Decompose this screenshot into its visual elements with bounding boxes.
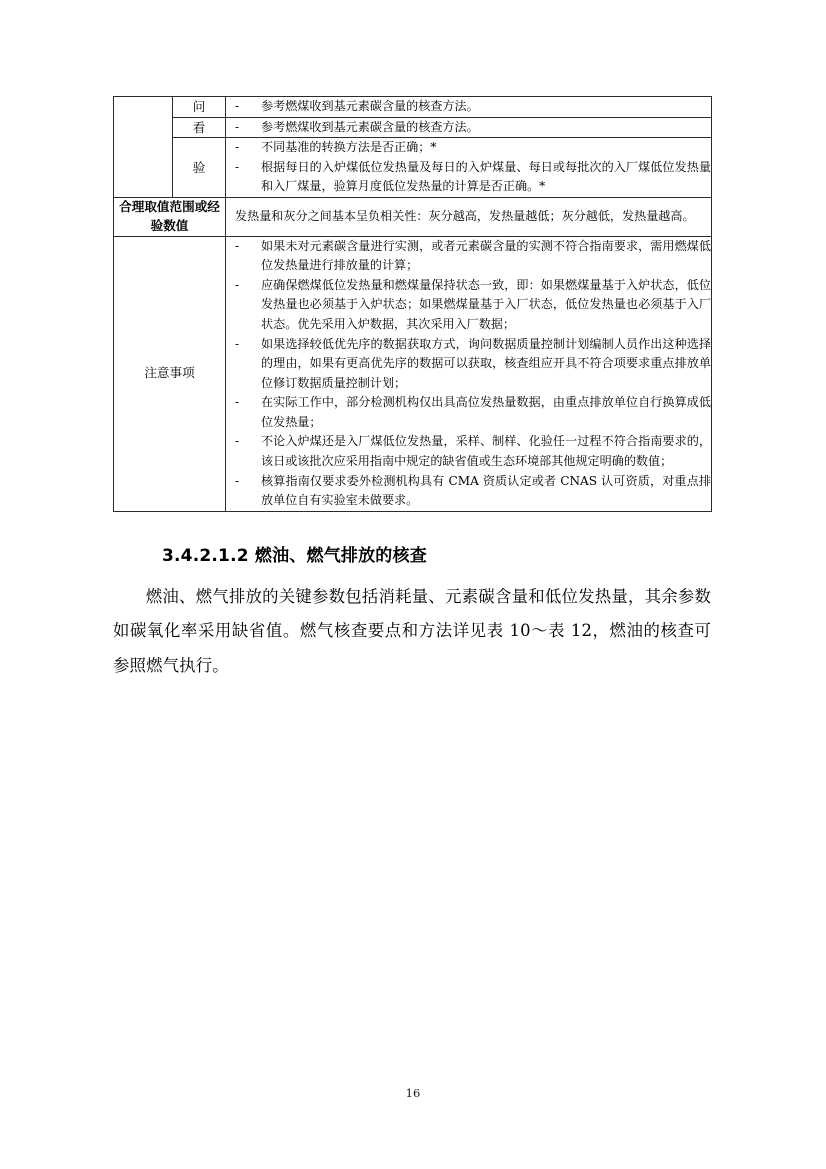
dash-list [226, 237, 711, 511]
dash-list [226, 118, 711, 138]
table-cell-content [226, 197, 712, 236]
table-cell-method-label: 看 [173, 117, 226, 138]
table-cell-content [226, 138, 712, 198]
table-cell-notes-label: 注意事项 [114, 236, 226, 511]
list-item: - 如果未对元素碳含量进行实测，或者元素碳含量的实测不符合指南要求，需用燃煤低位发热量进行排放量的计算； [226, 237, 711, 276]
body-paragraph: 燃油、燃气排放的关键参数包括消耗量、元素碳含量和低位发热量，其余参数如碳氧化率采用缺省值。燃气核查要点和方法详见表 10～表 12，燃油的核查可参照燃气执行。 [113, 586, 711, 675]
page-number: 16 [405, 1086, 421, 1100]
table-cell-method-label: 问 [173, 97, 226, 118]
list-item: - 参考燃煤收到基元素碳含量的核查方法。 [226, 97, 711, 117]
table-row [114, 197, 712, 236]
dash-list [226, 97, 711, 117]
list-item: - 应确保燃煤低位发热量和燃煤量保持状态一致，即：如果燃煤量基于入炉状态，低位发热量也必须基于入炉状态；如果燃煤量基于入厂状态，低位发热量也必须基于入厂状态。优先采用入炉数据，其次采用入厂数据； [226, 276, 711, 335]
table-cell-content [226, 236, 712, 511]
list-item: - 不论入炉煤还是入厂煤低位发热量，采样、制样、化验任一过程不符合指南要求的，该日或该批次应采用指南中规定的缺省值或生态环境部其他规定明确的数值； [226, 432, 711, 471]
table-cell-content [226, 117, 712, 138]
section-heading: 3.4.2.1.2 燃油、燃气排放的核查 [162, 545, 427, 566]
table-row [114, 117, 712, 138]
list-item: - 根据每日的入炉煤低位发热量及每日的入炉煤量、每日或每批次的入厂煤低位发热量和入厂煤量，验算月度低位发热量的计算是否正确。* [226, 158, 711, 197]
list-item: - 参考燃煤收到基元素碳含量的核查方法。 [226, 118, 711, 138]
paragraph: 发热量和灰分之间基本呈负相关性：灰分越高，发热量越低；灰分越低，发热量越高。 [235, 208, 695, 223]
audit-checklist-table [113, 96, 712, 512]
page-content [113, 96, 711, 683]
table-row [114, 236, 712, 511]
table-cell-category-merged [114, 97, 173, 198]
dash-list [226, 138, 711, 197]
list-item: - 在实际工作中，部分检测机构仅出具高位发热量数据，由重点排放单位自行换算成低位发热量； [226, 393, 711, 432]
list-item: - 如果选择较低优先序的数据获取方式，询问数据质量控制计划编制人员作出这种选择的理由，如果有更高优先序的数据可以获取，核查组应开具不符合项要求重点排放单位修订数据质量控制计划； [226, 335, 711, 394]
table-cell-content [226, 97, 712, 118]
table-row [114, 97, 712, 118]
table-row [114, 138, 712, 198]
list-item: - 核算指南仅要求委外检测机构具有 CMA 资质认定或者 CNAS 认可资质，对重点排放单位自有实验室未做要求。 [226, 472, 711, 511]
list-item: - 不同基准的转换方法是否正确；* [226, 138, 711, 158]
table-cell-reasonable-range-label: 合理取值范围或经验数值 [114, 197, 226, 236]
table-cell-method-label: 验 [173, 138, 226, 198]
